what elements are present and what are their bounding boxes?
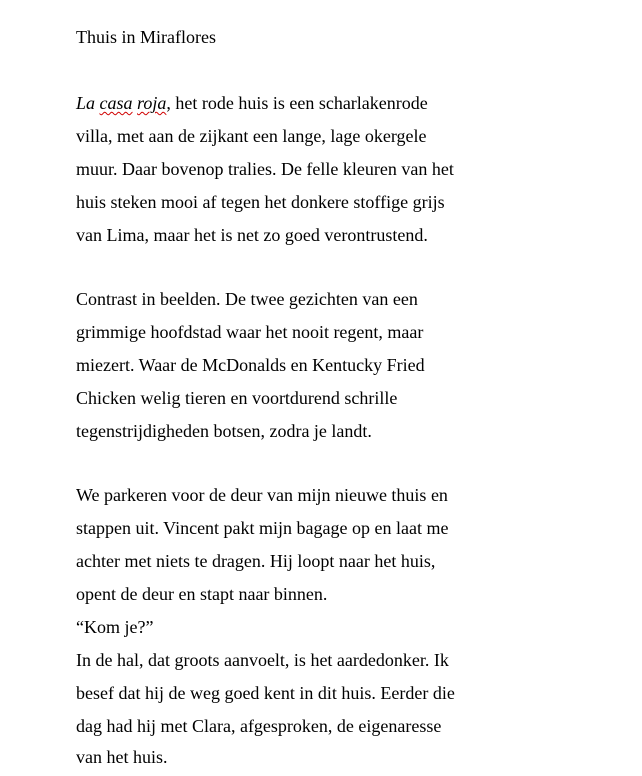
paragraph-2-line-5: tegenstrijdigheden botsen, zodra je landt.: [76, 421, 372, 441]
paragraph-3-line-9: van het huis.: [76, 747, 168, 767]
paragraph-2-line-1: Contrast in beelden. De twee gezichten van een: [76, 289, 418, 309]
paragraph-3-line-3: achter met niets te dragen. Hij loopt naar het huis,: [76, 551, 436, 571]
dialogue-line: “Kom je?”: [76, 617, 154, 637]
paragraph-1-line-5: van Lima, maar het is net zo goed verontrustend.: [76, 225, 428, 245]
italic-phrase-la: La: [76, 93, 100, 113]
paragraph-3-line-6: In de hal, dat groots aanvoelt, is het aardedonker. Ik: [76, 650, 449, 670]
paragraph-3-line-4: opent de deur en stapt naar binnen.: [76, 584, 328, 604]
spellcheck-word-casa: casa: [99, 93, 133, 113]
paragraph-3-line-2: stappen uit. Vincent pakt mijn bagage op en laat me: [76, 518, 449, 538]
spellcheck-word-roja: roja: [137, 93, 167, 113]
paragraph-2-line-4: Chicken welig tieren en voortdurend schrille: [76, 388, 398, 408]
paragraph-1-line-4: huis steken mooi af tegen het donkere stoffige grijs: [76, 192, 445, 212]
paragraph-3-line-7: besef dat hij de weg goed kent in dit huis. Eerder die: [76, 683, 455, 703]
paragraph-1-line-1-rest: , het rode huis is een scharlakenrode: [166, 93, 428, 113]
paragraph-3-line-8: dag had hij met Clara, afgesproken, de eigenaresse: [76, 716, 442, 736]
paragraph-1-line-1: [76, 92, 496, 114]
document-title: Thuis in Miraflores: [76, 27, 216, 47]
paragraph-3-line-1: We parkeren voor de deur van mijn nieuwe thuis en: [76, 485, 448, 505]
paragraph-1-line-2: villa, met aan de zijkant een lange, lage okergele: [76, 126, 427, 146]
paragraph-1-line-3: muur. Daar bovenop tralies. De felle kleuren van het: [76, 159, 454, 179]
paragraph-2-line-3: miezert. Waar de McDonalds en Kentucky Fried: [76, 355, 425, 375]
paragraph-2-line-2: grimmige hoofdstad waar het nooit regent, maar: [76, 322, 424, 342]
